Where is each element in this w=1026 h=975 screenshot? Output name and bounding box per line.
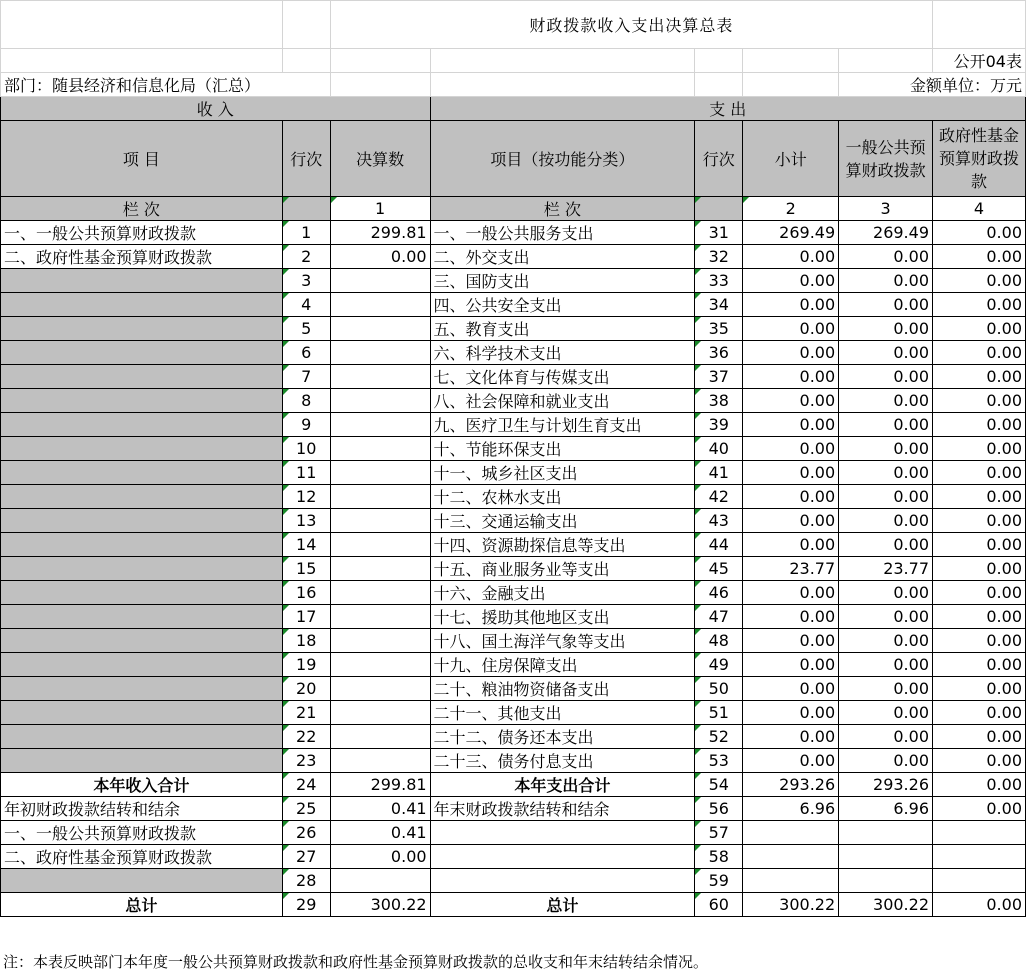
general-budget-amount[interactable] (839, 821, 933, 845)
gov-fund-amount[interactable]: 0.00 (933, 485, 1026, 509)
general-budget-amount[interactable]: 0.00 (839, 629, 933, 653)
table-row (1, 509, 1026, 533)
department-label: 部门：随县经济和信息化局（汇总） (1, 73, 331, 97)
expense-item-label: 十、节能环保支出 (430, 437, 695, 461)
income-amount[interactable] (330, 485, 430, 509)
general-budget-amount[interactable]: 0.00 (839, 701, 933, 725)
expense-header: 支 出 (430, 97, 1025, 121)
income-item-label (1, 701, 283, 725)
income-item-label (1, 725, 283, 749)
income-amount[interactable] (330, 293, 430, 317)
subtotal-amount[interactable]: 6.96 (743, 797, 839, 821)
general-budget-amount[interactable]: 0.00 (839, 341, 933, 365)
row-number: 24 (282, 773, 330, 797)
cell-blank[interactable] (1, 49, 283, 73)
gov-fund-amount[interactable]: 0.00 (933, 893, 1026, 917)
general-budget-amount[interactable] (839, 869, 933, 893)
income-amount[interactable] (330, 413, 430, 437)
table-row (1, 845, 1026, 869)
row-number: 42 (695, 485, 743, 509)
income-item-label (1, 749, 283, 773)
table-row (1, 653, 1026, 677)
gov-fund-amount[interactable]: 0.00 (933, 293, 1026, 317)
table-row (1, 533, 1026, 557)
subtotal-amount[interactable]: 0.00 (743, 509, 839, 533)
general-budget-amount[interactable]: 23.77 (839, 557, 933, 581)
subtotal-amount[interactable]: 300.22 (743, 893, 839, 917)
income-amount[interactable] (330, 509, 430, 533)
subtotal-amount[interactable]: 0.00 (743, 533, 839, 557)
gov-fund-amount[interactable]: 0.00 (933, 437, 1026, 461)
table-row (1, 413, 1026, 437)
row-number: 9 (282, 413, 330, 437)
cell-blank[interactable] (330, 73, 430, 97)
subtotal-amount[interactable]: 0.00 (743, 341, 839, 365)
cell-blank[interactable] (839, 49, 933, 73)
row-number: 27 (282, 845, 330, 869)
general-budget-amount[interactable]: 0.00 (839, 293, 933, 317)
income-amount[interactable] (330, 701, 430, 725)
row-number: 28 (282, 869, 330, 893)
table-row (1, 221, 1026, 245)
income-amount[interactable] (330, 365, 430, 389)
income-item-label (1, 869, 283, 893)
expense-item-label: 年末财政拨款结转和结余 (430, 797, 695, 821)
income-amount[interactable] (330, 653, 430, 677)
row-number: 39 (695, 413, 743, 437)
row-number: 56 (695, 797, 743, 821)
gov-fund-amount[interactable]: 0.00 (933, 749, 1026, 773)
income-amount[interactable] (330, 461, 430, 485)
row-number: 41 (695, 461, 743, 485)
expense-item-label: 十九、住房保障支出 (430, 653, 695, 677)
expense-item-label (430, 821, 695, 845)
row-no-header: 行次 (282, 121, 330, 197)
subtotal-amount[interactable]: 0.00 (743, 725, 839, 749)
income-item-label (1, 389, 283, 413)
row-number: 10 (282, 437, 330, 461)
income-amount[interactable]: 299.81 (330, 221, 430, 245)
table-row (1, 245, 1026, 269)
general-budget-amount[interactable]: 0.00 (839, 725, 933, 749)
general-budget-amount[interactable]: 0.00 (839, 533, 933, 557)
income-amount[interactable] (330, 437, 430, 461)
row-number: 40 (695, 437, 743, 461)
income-item-label (1, 365, 283, 389)
subtotal-amount[interactable]: 0.00 (743, 749, 839, 773)
column-number: 3 (839, 197, 933, 221)
subtotal-amount[interactable] (743, 845, 839, 869)
expense-item-label: 十八、国土海洋气象等支出 (430, 629, 695, 653)
unit-label: 金额单位：万元 (839, 73, 1026, 97)
gov-fund-amount[interactable]: 0.00 (933, 245, 1026, 269)
column-label: 栏 次 (430, 197, 695, 221)
subtotal-amount[interactable]: 0.00 (743, 629, 839, 653)
subtotal-header: 小计 (743, 121, 839, 197)
column-number: 1 (330, 197, 430, 221)
subtotal-amount[interactable]: 0.00 (743, 413, 839, 437)
row-number: 4 (282, 293, 330, 317)
table-row (1, 629, 1026, 653)
table-row (1, 389, 1026, 413)
general-budget-amount[interactable]: 0.00 (839, 269, 933, 293)
cell-blank[interactable] (743, 49, 839, 73)
subtotal-amount[interactable]: 0.00 (743, 605, 839, 629)
income-amount[interactable]: 0.41 (330, 797, 430, 821)
gov-fund-amount[interactable]: 0.00 (933, 797, 1026, 821)
income-item-label: 年初财政拨款结转和结余 (1, 797, 283, 821)
general-budget-amount[interactable]: 0.00 (839, 509, 933, 533)
page-title: 财政拨款收入支出决算总表 (330, 1, 932, 49)
general-budget-amount[interactable]: 0.00 (839, 317, 933, 341)
row-number: 7 (282, 365, 330, 389)
income-amount[interactable] (330, 725, 430, 749)
expense-item-label: 二十、粮油物资储备支出 (430, 677, 695, 701)
expense-item-label: 一、一般公共服务支出 (430, 221, 695, 245)
cell-blank[interactable] (330, 49, 430, 73)
row-number: 22 (282, 725, 330, 749)
general-budget-amount[interactable]: 0.00 (839, 365, 933, 389)
settlement-header: 决算数 (330, 121, 430, 197)
gov-fund-amount[interactable]: 0.00 (933, 677, 1026, 701)
row-number: 36 (695, 341, 743, 365)
gov-fund-amount[interactable]: 0.00 (933, 461, 1026, 485)
expense-item-label: 十六、金融支出 (430, 581, 695, 605)
income-amount[interactable]: 0.00 (330, 245, 430, 269)
expense-item-label: 七、文化体育与传媒支出 (430, 365, 695, 389)
row-number: 33 (695, 269, 743, 293)
expense-item-label: 十一、城乡社区支出 (430, 461, 695, 485)
general-budget-amount[interactable]: 0.00 (839, 389, 933, 413)
expense-item-label: 十五、商业服务业等支出 (430, 557, 695, 581)
gov-fund-amount[interactable]: 0.00 (933, 557, 1026, 581)
expense-item-label: 总计 (430, 893, 695, 917)
gov-fund-amount[interactable] (933, 869, 1026, 893)
gov-fund-amount[interactable]: 0.00 (933, 605, 1026, 629)
income-item-label (1, 605, 283, 629)
expense-item-label: 十七、援助其他地区支出 (430, 605, 695, 629)
income-amount[interactable] (330, 749, 430, 773)
row-number: 52 (695, 725, 743, 749)
row-number: 48 (695, 629, 743, 653)
subtotal-amount[interactable]: 0.00 (743, 485, 839, 509)
row-number: 8 (282, 389, 330, 413)
row-number: 1 (282, 221, 330, 245)
gov-fund-amount[interactable]: 0.00 (933, 773, 1026, 797)
income-amount[interactable] (330, 389, 430, 413)
subtotal-amount[interactable]: 0.00 (743, 389, 839, 413)
gov-fund-amount[interactable]: 0.00 (933, 389, 1026, 413)
subtotal-amount[interactable]: 0.00 (743, 269, 839, 293)
income-item-label (1, 269, 283, 293)
table-row (1, 341, 1026, 365)
column-number: 2 (743, 197, 839, 221)
row-number: 14 (282, 533, 330, 557)
row-number: 57 (695, 821, 743, 845)
expense-item-label: 二十三、债务付息支出 (430, 749, 695, 773)
income-item-label (1, 629, 283, 653)
income-item-label (1, 557, 283, 581)
gov-fund-amount[interactable]: 0.00 (933, 413, 1026, 437)
column-number: 4 (933, 197, 1026, 221)
gov-fund-amount[interactable]: 0.00 (933, 725, 1026, 749)
table-row (1, 461, 1026, 485)
income-item-label (1, 437, 283, 461)
income-item-label (1, 413, 283, 437)
cell-blank[interactable] (695, 197, 743, 221)
table-row (1, 269, 1026, 293)
expense-item-label: 四、公共安全支出 (430, 293, 695, 317)
row-number: 38 (695, 389, 743, 413)
row-number: 29 (282, 893, 330, 917)
expense-item-label (430, 869, 695, 893)
table-row (1, 869, 1026, 893)
row-number: 60 (695, 893, 743, 917)
gov-fund-header: 政府性基金预算财政拨款 (933, 121, 1026, 197)
row-number: 15 (282, 557, 330, 581)
cell-blank[interactable] (282, 49, 330, 73)
cell-blank[interactable] (695, 49, 743, 73)
gov-fund-amount[interactable] (933, 845, 1026, 869)
general-budget-amount[interactable]: 0.00 (839, 749, 933, 773)
subtotal-amount[interactable]: 23.77 (743, 557, 839, 581)
row-number: 34 (695, 293, 743, 317)
income-header: 收 入 (1, 97, 431, 121)
cell-blank[interactable] (933, 1, 1026, 49)
row-number: 11 (282, 461, 330, 485)
general-budget-amount[interactable]: 0.00 (839, 437, 933, 461)
general-budget-amount[interactable]: 0.00 (839, 413, 933, 437)
expense-item-label: 三、国防支出 (430, 269, 695, 293)
income-item-label: 二、政府性基金预算财政拨款 (1, 245, 283, 269)
income-item-label: 总计 (1, 893, 283, 917)
cell-blank[interactable] (1, 1, 283, 49)
row-number: 35 (695, 317, 743, 341)
subtotal-amount[interactable]: 269.49 (743, 221, 839, 245)
subtotal-amount[interactable]: 0.00 (743, 245, 839, 269)
row-number: 46 (695, 581, 743, 605)
income-item-label: 一、一般公共预算财政拨款 (1, 821, 283, 845)
row-number: 45 (695, 557, 743, 581)
cell-blank[interactable] (430, 49, 695, 73)
subtotal-amount[interactable] (743, 869, 839, 893)
row-no-header: 行次 (695, 121, 743, 197)
table-row (1, 605, 1026, 629)
row-number: 21 (282, 701, 330, 725)
income-amount[interactable]: 0.00 (330, 845, 430, 869)
income-amount[interactable] (330, 581, 430, 605)
subtotal-amount[interactable]: 0.00 (743, 461, 839, 485)
general-budget-amount[interactable]: 300.22 (839, 893, 933, 917)
item-header: 项 目 (1, 121, 283, 197)
expense-item-label: 十三、交通运输支出 (430, 509, 695, 533)
income-item-label (1, 509, 283, 533)
general-budget-amount[interactable]: 6.96 (839, 797, 933, 821)
subtotal-amount[interactable]: 0.00 (743, 581, 839, 605)
gov-fund-amount[interactable]: 0.00 (933, 701, 1026, 725)
subtotal-amount[interactable]: 0.00 (743, 677, 839, 701)
table-row (1, 773, 1026, 797)
income-amount[interactable] (330, 533, 430, 557)
income-item-label (1, 581, 283, 605)
table-row (1, 677, 1026, 701)
expense-item-label: 二十二、债务还本支出 (430, 725, 695, 749)
row-number: 47 (695, 605, 743, 629)
row-number: 44 (695, 533, 743, 557)
income-amount[interactable] (330, 317, 430, 341)
income-amount[interactable] (330, 557, 430, 581)
gov-fund-amount[interactable]: 0.00 (933, 653, 1026, 677)
table-row (1, 725, 1026, 749)
income-item-label: 本年收入合计 (1, 773, 283, 797)
gov-fund-amount[interactable]: 0.00 (933, 533, 1026, 557)
row-number: 2 (282, 245, 330, 269)
income-item-label (1, 533, 283, 557)
general-budget-amount[interactable]: 0.00 (839, 605, 933, 629)
income-item-label: 一、一般公共预算财政拨款 (1, 221, 283, 245)
table-row (1, 437, 1026, 461)
table-row (1, 893, 1026, 917)
general-budget-amount[interactable]: 0.00 (839, 461, 933, 485)
general-budget-header: 一般公共预算财政拨款 (839, 121, 933, 197)
table-row (1, 557, 1026, 581)
gov-fund-amount[interactable]: 0.00 (933, 341, 1026, 365)
subtotal-amount[interactable]: 0.00 (743, 653, 839, 677)
income-item-label: 二、政府性基金预算财政拨款 (1, 845, 283, 869)
row-number: 23 (282, 749, 330, 773)
cell-blank[interactable] (282, 1, 330, 49)
income-item-label (1, 293, 283, 317)
row-number: 43 (695, 509, 743, 533)
expense-item-label: 十二、农林水支出 (430, 485, 695, 509)
expense-item-label: 二、外交支出 (430, 245, 695, 269)
row-number: 32 (695, 245, 743, 269)
row-number: 31 (695, 221, 743, 245)
gov-fund-amount[interactable]: 0.00 (933, 221, 1026, 245)
gov-fund-amount[interactable]: 0.00 (933, 509, 1026, 533)
income-item-label (1, 341, 283, 365)
income-amount[interactable]: 0.41 (330, 821, 430, 845)
row-number: 54 (695, 773, 743, 797)
row-number: 12 (282, 485, 330, 509)
general-budget-amount[interactable]: 269.49 (839, 221, 933, 245)
row-number: 13 (282, 509, 330, 533)
table-row (1, 821, 1026, 845)
table-row (1, 365, 1026, 389)
row-number: 5 (282, 317, 330, 341)
row-number: 3 (282, 269, 330, 293)
gov-fund-amount[interactable]: 0.00 (933, 581, 1026, 605)
gov-fund-amount[interactable]: 0.00 (933, 365, 1026, 389)
expense-item-label: 本年支出合计 (430, 773, 695, 797)
table-row (1, 701, 1026, 725)
cell-blank[interactable] (282, 197, 330, 221)
income-amount[interactable] (330, 269, 430, 293)
expense-item-label: 九、医疗卫生与计划生育支出 (430, 413, 695, 437)
income-item-label (1, 485, 283, 509)
func-item-header: 项目（按功能分类） (430, 121, 695, 197)
row-number: 20 (282, 677, 330, 701)
income-amount[interactable] (330, 677, 430, 701)
income-amount[interactable]: 300.22 (330, 893, 430, 917)
row-number: 49 (695, 653, 743, 677)
income-amount[interactable] (330, 605, 430, 629)
cell-blank[interactable] (695, 73, 743, 97)
income-amount[interactable] (330, 629, 430, 653)
row-number: 17 (282, 605, 330, 629)
general-budget-amount[interactable] (839, 845, 933, 869)
expense-item-label: 二十一、其他支出 (430, 701, 695, 725)
table-row (1, 749, 1026, 773)
form-code: 公开04表 (933, 49, 1026, 73)
general-budget-amount[interactable]: 0.00 (839, 245, 933, 269)
table-row (1, 797, 1026, 821)
row-number: 53 (695, 749, 743, 773)
row-number: 6 (282, 341, 330, 365)
row-number: 51 (695, 701, 743, 725)
income-item-label (1, 317, 283, 341)
income-item-label (1, 653, 283, 677)
cell-blank[interactable] (743, 73, 839, 97)
column-label: 栏 次 (1, 197, 283, 221)
subtotal-amount[interactable]: 0.00 (743, 293, 839, 317)
expense-item-label: 十四、资源勘探信息等支出 (430, 533, 695, 557)
row-number: 50 (695, 677, 743, 701)
subtotal-amount[interactable] (743, 821, 839, 845)
income-item-label (1, 461, 283, 485)
subtotal-amount[interactable]: 293.26 (743, 773, 839, 797)
income-amount[interactable] (330, 341, 430, 365)
table-row (1, 485, 1026, 509)
general-budget-amount[interactable]: 0.00 (839, 485, 933, 509)
subtotal-amount[interactable]: 0.00 (743, 317, 839, 341)
income-amount[interactable] (330, 869, 430, 893)
income-amount[interactable]: 299.81 (330, 773, 430, 797)
table-row (1, 581, 1026, 605)
row-number: 16 (282, 581, 330, 605)
row-number: 19 (282, 653, 330, 677)
row-number: 26 (282, 821, 330, 845)
table-row (1, 293, 1026, 317)
general-budget-amount[interactable]: 0.00 (839, 677, 933, 701)
general-budget-amount[interactable]: 293.26 (839, 773, 933, 797)
subtotal-amount[interactable]: 0.00 (743, 701, 839, 725)
row-number: 59 (695, 869, 743, 893)
subtotal-amount[interactable]: 0.00 (743, 437, 839, 461)
row-number: 37 (695, 365, 743, 389)
general-budget-amount[interactable]: 0.00 (839, 581, 933, 605)
row-number: 58 (695, 845, 743, 869)
row-number: 18 (282, 629, 330, 653)
gov-fund-amount[interactable]: 0.00 (933, 317, 1026, 341)
row-number: 25 (282, 797, 330, 821)
general-budget-amount[interactable]: 0.00 (839, 653, 933, 677)
cell-blank[interactable] (430, 73, 695, 97)
gov-fund-amount[interactable]: 0.00 (933, 629, 1026, 653)
gov-fund-amount[interactable] (933, 821, 1026, 845)
expense-item-label: 八、社会保障和就业支出 (430, 389, 695, 413)
subtotal-amount[interactable]: 0.00 (743, 365, 839, 389)
income-item-label (1, 677, 283, 701)
expense-item-label (430, 845, 695, 869)
footnote: 注：本表反映部门本年度一般公共预算财政拨款和政府性基金预算财政拨款的总收支和年末结转结余情况。 (3, 953, 709, 971)
table-row (1, 317, 1026, 341)
expense-item-label: 五、教育支出 (430, 317, 695, 341)
expense-item-label: 六、科学技术支出 (430, 341, 695, 365)
gov-fund-amount[interactable]: 0.00 (933, 269, 1026, 293)
